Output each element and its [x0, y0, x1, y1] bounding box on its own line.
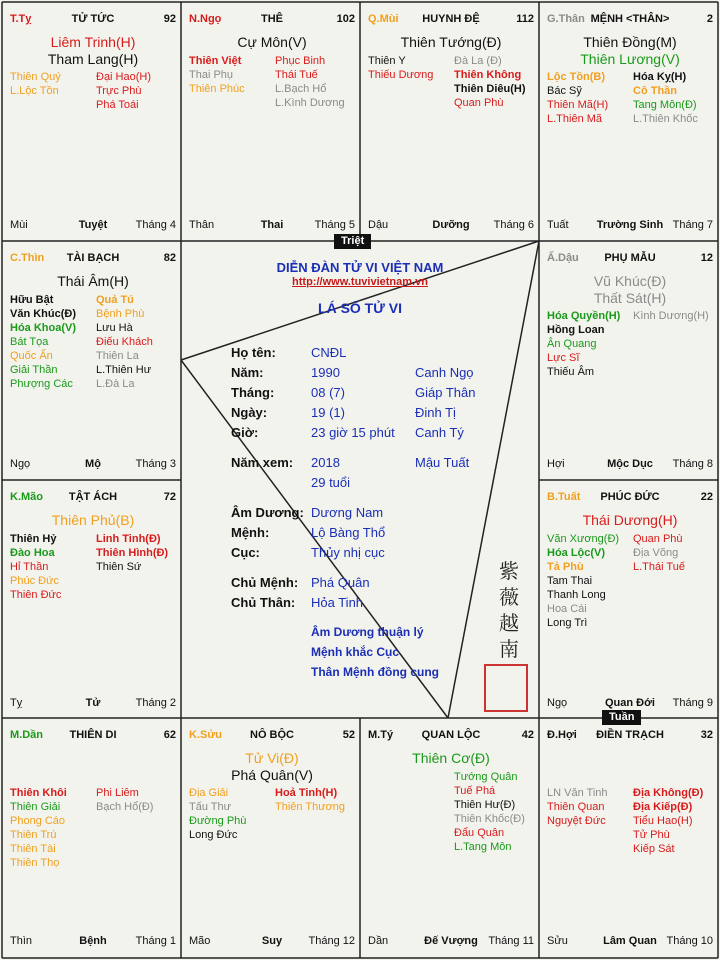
- palace-number: 102: [336, 13, 355, 25]
- palace-name: THÊ: [261, 13, 283, 25]
- palace-cell[interactable]: [362, 720, 540, 958]
- palace-branch: Sửu: [547, 935, 568, 947]
- minor-star: Thiên Y: [368, 55, 406, 67]
- left-star-column: [547, 532, 637, 630]
- minor-star: Tiểu Hao(H): [633, 815, 693, 827]
- life-stage: Tuyệt: [78, 219, 108, 231]
- palace-cell[interactable]: [541, 720, 719, 958]
- right-star-column: [454, 770, 542, 854]
- palace-number: 72: [163, 491, 176, 503]
- minor-star: Thiên Sứ: [96, 561, 142, 573]
- info-value: CNĐL: [311, 345, 347, 360]
- minor-star: L.Thiên Khốc: [633, 113, 698, 125]
- palace-name: PHÚC ĐỨC: [600, 491, 660, 503]
- calligraphy-char-3: 越: [499, 611, 519, 635]
- minor-star: Hóa Khoa(V): [10, 322, 76, 334]
- palace-month: Tháng 12: [308, 935, 355, 947]
- palace-month: Tháng 3: [135, 458, 176, 470]
- minor-star: Quan Phù: [633, 533, 683, 545]
- palace-month: Tháng 4: [135, 219, 176, 231]
- main-star: Tử Vi(Đ): [245, 750, 299, 766]
- palace-can-chi: K.Mão: [10, 491, 43, 503]
- minor-star: L.Thiên Mã: [547, 113, 603, 125]
- palace-footer: [10, 696, 176, 710]
- palace-branch: Ngọ: [10, 458, 31, 470]
- minor-star: Đẩu Quân: [454, 827, 505, 839]
- life-stage: Mộc Dục: [607, 458, 653, 470]
- palace-can-chi: M.Dần: [10, 729, 43, 741]
- info-label: Năm:: [231, 365, 264, 380]
- minor-star: Đường Phù: [189, 815, 247, 827]
- minor-star: Tử Phù: [633, 829, 670, 841]
- palace-can-chi: K.Sửu: [189, 729, 223, 741]
- minor-star: Thiên Việt: [189, 55, 242, 67]
- minor-star: Long Trì: [547, 617, 588, 629]
- main-star: Thiên Đồng(M): [583, 34, 677, 50]
- minor-star: Thiên Tài: [10, 843, 56, 855]
- info-label: Mệnh:: [231, 525, 270, 540]
- palace-cell[interactable]: [183, 4, 361, 242]
- minor-star: Ân Quang: [547, 338, 597, 350]
- minor-star: Thiên La: [96, 350, 139, 362]
- palace-number: 62: [163, 729, 176, 741]
- info-label: Chủ Thân:: [231, 595, 296, 610]
- main-star: Thiên Tướng(Đ): [400, 34, 502, 50]
- palace-branch: Thân: [189, 219, 215, 231]
- minor-star: Giải Thần: [10, 364, 58, 376]
- palace-cell[interactable]: [4, 4, 182, 242]
- left-star-column: [368, 54, 458, 82]
- left-star-column: [547, 309, 637, 379]
- minor-star: Long Đức: [189, 829, 238, 841]
- triet-tag: Triệt: [334, 234, 371, 249]
- palace-cell[interactable]: [4, 720, 182, 958]
- main-star: Cự Môn(V): [237, 34, 307, 50]
- info-value-canchi: Giáp Thân: [415, 385, 476, 400]
- palace-cell[interactable]: [541, 4, 719, 242]
- palace-footer: [368, 218, 534, 232]
- info-value-canchi: Canh Tý: [415, 425, 464, 440]
- minor-star: Thiên Quan: [547, 801, 605, 813]
- palace-can-chi: M.Tý: [368, 729, 394, 741]
- palace-name: NÔ BỘC: [250, 729, 294, 741]
- minor-star: Tấu Thư: [189, 801, 232, 813]
- minor-star: Thái Tuế: [275, 69, 318, 81]
- palace-footer: [547, 457, 713, 471]
- life-stage: Thai: [260, 219, 284, 231]
- minor-star: Trực Phù: [96, 85, 142, 97]
- palace-can-chi: T.Tỵ: [10, 13, 32, 25]
- palace-cell[interactable]: [183, 720, 361, 958]
- palace-cell[interactable]: [362, 4, 540, 242]
- palace-footer: [10, 457, 176, 471]
- minor-star: Hóa Quyền(H): [547, 310, 621, 322]
- palace-header: [10, 251, 176, 265]
- palace-month: Tháng 5: [314, 219, 355, 231]
- minor-star: Kiếp Sát: [633, 843, 675, 855]
- calligraphy-char-2: 薇: [499, 585, 519, 609]
- minor-star: L.Kình Dương: [275, 97, 345, 109]
- palace-cell[interactable]: [541, 243, 719, 481]
- palace-can-chi: Q.Mùi: [368, 13, 399, 25]
- right-star-column: [96, 70, 184, 112]
- palace-can-chi: N.Ngọ: [189, 13, 222, 25]
- right-star-column: [633, 532, 720, 574]
- palace-name: QUAN LỘC: [421, 729, 481, 741]
- info-value: Phá Quân: [311, 575, 370, 590]
- palace-header: [10, 12, 176, 26]
- info-label: Giờ:: [231, 425, 259, 440]
- minor-star: Bát Tọa: [10, 336, 49, 348]
- left-star-column: [10, 532, 100, 602]
- right-star-column: [275, 786, 363, 814]
- palace-number: 42: [521, 729, 534, 741]
- minor-star: L.Đà La: [96, 378, 135, 390]
- palace-month: Tháng 8: [672, 458, 713, 470]
- minor-star: Thiên Phúc: [189, 83, 245, 95]
- minor-star: Đà La (Đ): [454, 55, 502, 67]
- main-star: Vũ Khúc(Đ): [593, 273, 667, 289]
- palace-name: TÀI BẠCH: [66, 252, 120, 264]
- minor-star: Đại Hao(H): [96, 71, 152, 83]
- minor-star: Thiên Hỷ: [10, 533, 57, 545]
- info-value: 29 tuổi: [311, 475, 351, 490]
- right-star-column: [96, 532, 184, 574]
- minor-star: Thiên Diêu(H): [454, 83, 526, 95]
- minor-star: Quan Phù: [454, 97, 504, 109]
- main-star: Thiên Lương(V): [580, 51, 680, 67]
- minor-star: Thanh Long: [547, 589, 606, 601]
- palace-name: HUYNH ĐỆ: [422, 13, 480, 25]
- note-1: Âm Dương thuận lý: [311, 625, 424, 639]
- left-star-column: [547, 70, 637, 126]
- main-star: Thái Âm(H): [57, 273, 129, 289]
- info-value: Dương Nam: [311, 505, 384, 520]
- minor-star: L.Tang Môn: [454, 841, 512, 853]
- tuan-tag: Tuần: [602, 710, 641, 725]
- info-value: Hỏa Tinh: [311, 595, 364, 610]
- palace-footer: [189, 934, 355, 948]
- main-star: Thất Sát(H): [593, 290, 667, 306]
- minor-star: Thiên Thương: [275, 801, 346, 813]
- palace-footer: [189, 218, 355, 232]
- minor-star: Thiên Đức: [10, 589, 62, 601]
- minor-star: Cô Thần: [633, 85, 677, 97]
- minor-star: L.Lộc Tồn: [10, 85, 59, 97]
- minor-star: Thiên Khôi: [10, 787, 67, 799]
- minor-star: Tả Phù: [547, 561, 584, 573]
- minor-star: L.Bạch Hổ: [275, 83, 327, 95]
- left-star-column: [189, 54, 279, 96]
- info-label: Họ tên:: [231, 345, 276, 360]
- minor-star: Địa Không(Đ): [633, 787, 704, 799]
- info-value: 19 (1): [311, 405, 345, 420]
- palace-name: MỆNH <THÂN>: [590, 13, 670, 25]
- palace-branch: Ngọ: [547, 697, 568, 709]
- minor-star: L.Thiên Hư: [96, 364, 152, 376]
- forum-title: DIỄN ĐÀN TỬ VI VIỆT NAM: [276, 260, 444, 275]
- minor-star: Tang Môn(Đ): [633, 99, 697, 111]
- minor-star: Quốc Ấn: [10, 350, 53, 362]
- minor-star: Kình Dương(H): [633, 310, 709, 322]
- chart-title: LÁ SỐ TỬ VI: [318, 300, 402, 316]
- palace-can-chi: B.Tuất: [547, 491, 581, 503]
- life-stage: Bệnh: [79, 935, 107, 947]
- right-star-column: [96, 293, 184, 391]
- minor-star: Thiên Giải: [10, 801, 61, 813]
- palace-can-chi: Ấ.Dậu: [547, 252, 579, 264]
- palace-number: 32: [700, 729, 713, 741]
- palace-footer: [547, 218, 713, 232]
- palace-branch: Dậu: [368, 219, 389, 231]
- palace-footer: [10, 934, 176, 948]
- main-star: Tham Lang(H): [47, 51, 139, 67]
- palace-header: [368, 728, 534, 742]
- right-star-column: [633, 786, 720, 856]
- palace-can-chi: C.Thìn: [10, 252, 45, 264]
- info-label: Ngày:: [231, 405, 268, 420]
- minor-star: Điếu Khách: [96, 336, 153, 348]
- palace-number: 22: [700, 491, 713, 503]
- minor-star: Thiên Mã(H): [547, 99, 609, 111]
- right-star-column: [454, 54, 542, 110]
- palace-month: Tháng 10: [666, 935, 713, 947]
- minor-star: Bác Sỹ: [547, 85, 582, 97]
- palace-header: [10, 728, 176, 742]
- palace-number: 12: [700, 252, 713, 264]
- palace-header: [547, 251, 713, 265]
- palace-branch: Thìn: [10, 935, 33, 947]
- info-value-canchi: Đinh Tị: [415, 405, 456, 420]
- info-value: 23 giờ 15 phút: [311, 425, 395, 440]
- palace-header: [368, 12, 534, 26]
- minor-star: Hoả Tinh(H): [275, 787, 338, 799]
- red-seal-stamp: [484, 664, 528, 712]
- minor-star: Phá Toái: [96, 99, 139, 111]
- right-star-column: [633, 70, 720, 126]
- minor-star: Quả Tú: [96, 294, 134, 306]
- minor-star: Hóa Lộc(V): [547, 547, 606, 559]
- palace-month: Tháng 11: [488, 935, 534, 947]
- palace-month: Tháng 9: [672, 697, 713, 709]
- palace-branch: Tuất: [547, 219, 569, 231]
- palace-header: [189, 12, 355, 26]
- palace-number: 112: [516, 13, 534, 25]
- palace-number: 52: [342, 729, 355, 741]
- minor-star: Hữu Bật: [10, 294, 54, 306]
- minor-star: Lưu Hà: [96, 322, 133, 334]
- palace-cell[interactable]: [4, 482, 182, 720]
- minor-star: Thiếu Âm: [547, 366, 595, 378]
- life-stage: Quan Đới: [605, 697, 655, 709]
- palace-month: Tháng 6: [493, 219, 534, 231]
- minor-star: Địa Võng: [633, 547, 679, 559]
- minor-star: Phúc Đức: [10, 575, 59, 587]
- minor-star: Đào Hoa: [10, 547, 55, 559]
- palace-name: THIÊN DI: [69, 729, 117, 741]
- minor-star: Văn Khúc(Đ): [10, 308, 76, 320]
- left-star-column: [189, 786, 279, 842]
- palace-name: TẬT ÁCH: [68, 491, 118, 503]
- minor-star: Lực Sĩ: [547, 352, 580, 364]
- minor-star: Phong Cáo: [10, 815, 66, 827]
- palace-name: ĐIỀN TRẠCH: [596, 729, 664, 741]
- minor-star: Bệnh Phù: [96, 308, 145, 320]
- note-2: Mệnh khắc Cục: [311, 645, 400, 659]
- info-value-canchi: Canh Ngọ: [415, 365, 474, 380]
- palace-branch: Tỵ: [10, 697, 23, 709]
- minor-star: Địa Giải: [189, 787, 229, 799]
- left-star-column: [10, 293, 100, 391]
- info-value: Lộ Bàng Thổ: [311, 525, 386, 540]
- palace-name: PHỤ MẪU: [604, 252, 656, 264]
- minor-star: Thiên Quý: [10, 71, 61, 83]
- life-stage: Dưỡng: [432, 219, 470, 231]
- minor-star: Thiên Trù: [10, 829, 57, 841]
- minor-star: Hóa Kỵ(H): [633, 71, 687, 83]
- palace-footer: [10, 218, 176, 232]
- left-star-column: [547, 786, 637, 828]
- life-stage: Đế Vượng: [424, 935, 478, 947]
- minor-star: Linh Tinh(Đ): [96, 533, 161, 545]
- note-3: Thân Mệnh đồng cung: [311, 665, 439, 679]
- info-value: 1990: [311, 365, 340, 380]
- palace-header: [547, 728, 713, 742]
- palace-header: [10, 490, 176, 504]
- minor-star: Thiên Thọ: [10, 857, 60, 869]
- palace-footer: [368, 934, 534, 948]
- life-stage: Tử: [85, 697, 101, 709]
- minor-star: Thiếu Dương: [368, 69, 434, 81]
- palace-footer: [547, 696, 713, 710]
- palace-can-chi: Đ.Hợi: [547, 729, 577, 741]
- minor-star: Thiên Hình(Đ): [96, 547, 169, 559]
- palace-branch: Mùi: [10, 219, 28, 231]
- minor-star: Lộc Tồn(B): [547, 71, 606, 83]
- info-value: Thủy nhị cục: [311, 545, 385, 560]
- palace-header: [547, 12, 713, 26]
- info-value-canchi: Mậu Tuất: [415, 455, 470, 470]
- palace-branch: Mão: [189, 935, 211, 947]
- minor-star: Địa Kiếp(Đ): [633, 801, 693, 813]
- minor-star: Tướng Quân: [454, 771, 518, 783]
- life-stage: Suy: [261, 935, 283, 947]
- palace-header: [547, 490, 713, 504]
- minor-star: Thai Phụ: [189, 69, 234, 81]
- life-stage: Lâm Quan: [603, 935, 657, 947]
- palace-number: 2: [706, 13, 713, 25]
- minor-star: Hồng Loan: [547, 324, 605, 336]
- palace-can-chi: G.Thân: [547, 13, 585, 25]
- info-label: Cục:: [231, 545, 260, 560]
- palace-name: TỬ TỨC: [71, 13, 115, 25]
- right-star-column: [96, 786, 184, 814]
- palace-number: 92: [163, 13, 176, 25]
- minor-star: Thiên Không: [454, 69, 522, 81]
- palace-branch: Dần: [368, 935, 389, 947]
- palace-month: Tháng 1: [135, 935, 176, 947]
- left-star-column: [10, 786, 100, 870]
- palace-cell[interactable]: [4, 243, 182, 481]
- minor-star: Tuế Phá: [454, 785, 496, 797]
- minor-star: Phục Binh: [275, 55, 326, 67]
- main-star: Phá Quân(V): [231, 767, 313, 783]
- main-star: Liêm Trinh(H): [50, 34, 136, 50]
- minor-star: LN Văn Tinh: [547, 787, 608, 799]
- palace-footer: [547, 934, 713, 948]
- palace-number: 82: [163, 252, 176, 264]
- forum-url[interactable]: http://www.tuvivietnam.vn: [292, 276, 428, 288]
- main-star: Thiên Phủ(B): [51, 512, 135, 528]
- minor-star: Bạch Hổ(Đ): [96, 801, 154, 813]
- info-label: Tháng:: [231, 385, 275, 400]
- main-star: Thiên Cơ(Đ): [412, 750, 490, 766]
- info-label: Chủ Mệnh:: [231, 575, 299, 590]
- right-star-column: [633, 309, 720, 323]
- right-star-column: [275, 54, 363, 110]
- palace-month: Tháng 7: [672, 219, 713, 231]
- minor-star: Hoa Cái: [547, 603, 587, 615]
- life-stage: Trường Sinh: [596, 219, 664, 231]
- info-value: 08 (7): [311, 385, 345, 400]
- minor-star: Tam Thai: [547, 575, 593, 587]
- calligraphy-char-4: 南: [499, 637, 519, 661]
- minor-star: Nguyệt Đức: [547, 815, 606, 827]
- calligraphy-char-1: 紫: [499, 559, 519, 583]
- life-stage: Mộ: [85, 458, 101, 470]
- minor-star: Thiên Khốc(Đ): [454, 813, 525, 825]
- palace-branch: Hợi: [547, 458, 565, 470]
- minor-star: Phi Liêm: [96, 787, 139, 799]
- palace-header: [189, 728, 355, 742]
- info-label: Năm xem:: [231, 455, 294, 470]
- minor-star: Thiên Hư(Đ): [454, 799, 516, 811]
- minor-star: Phượng Các: [10, 378, 73, 390]
- minor-star: Hỉ Thần: [10, 561, 49, 573]
- main-star: Thái Dương(H): [582, 512, 678, 528]
- left-star-column: [10, 70, 100, 98]
- info-label: Âm Dương:: [231, 505, 304, 520]
- info-value: 2018: [311, 455, 340, 470]
- palace-month: Tháng 2: [135, 697, 176, 709]
- minor-star: L.Thái Tuế: [633, 561, 685, 573]
- palace-cell[interactable]: [541, 482, 719, 720]
- minor-star: Văn Xương(Đ): [547, 533, 620, 545]
